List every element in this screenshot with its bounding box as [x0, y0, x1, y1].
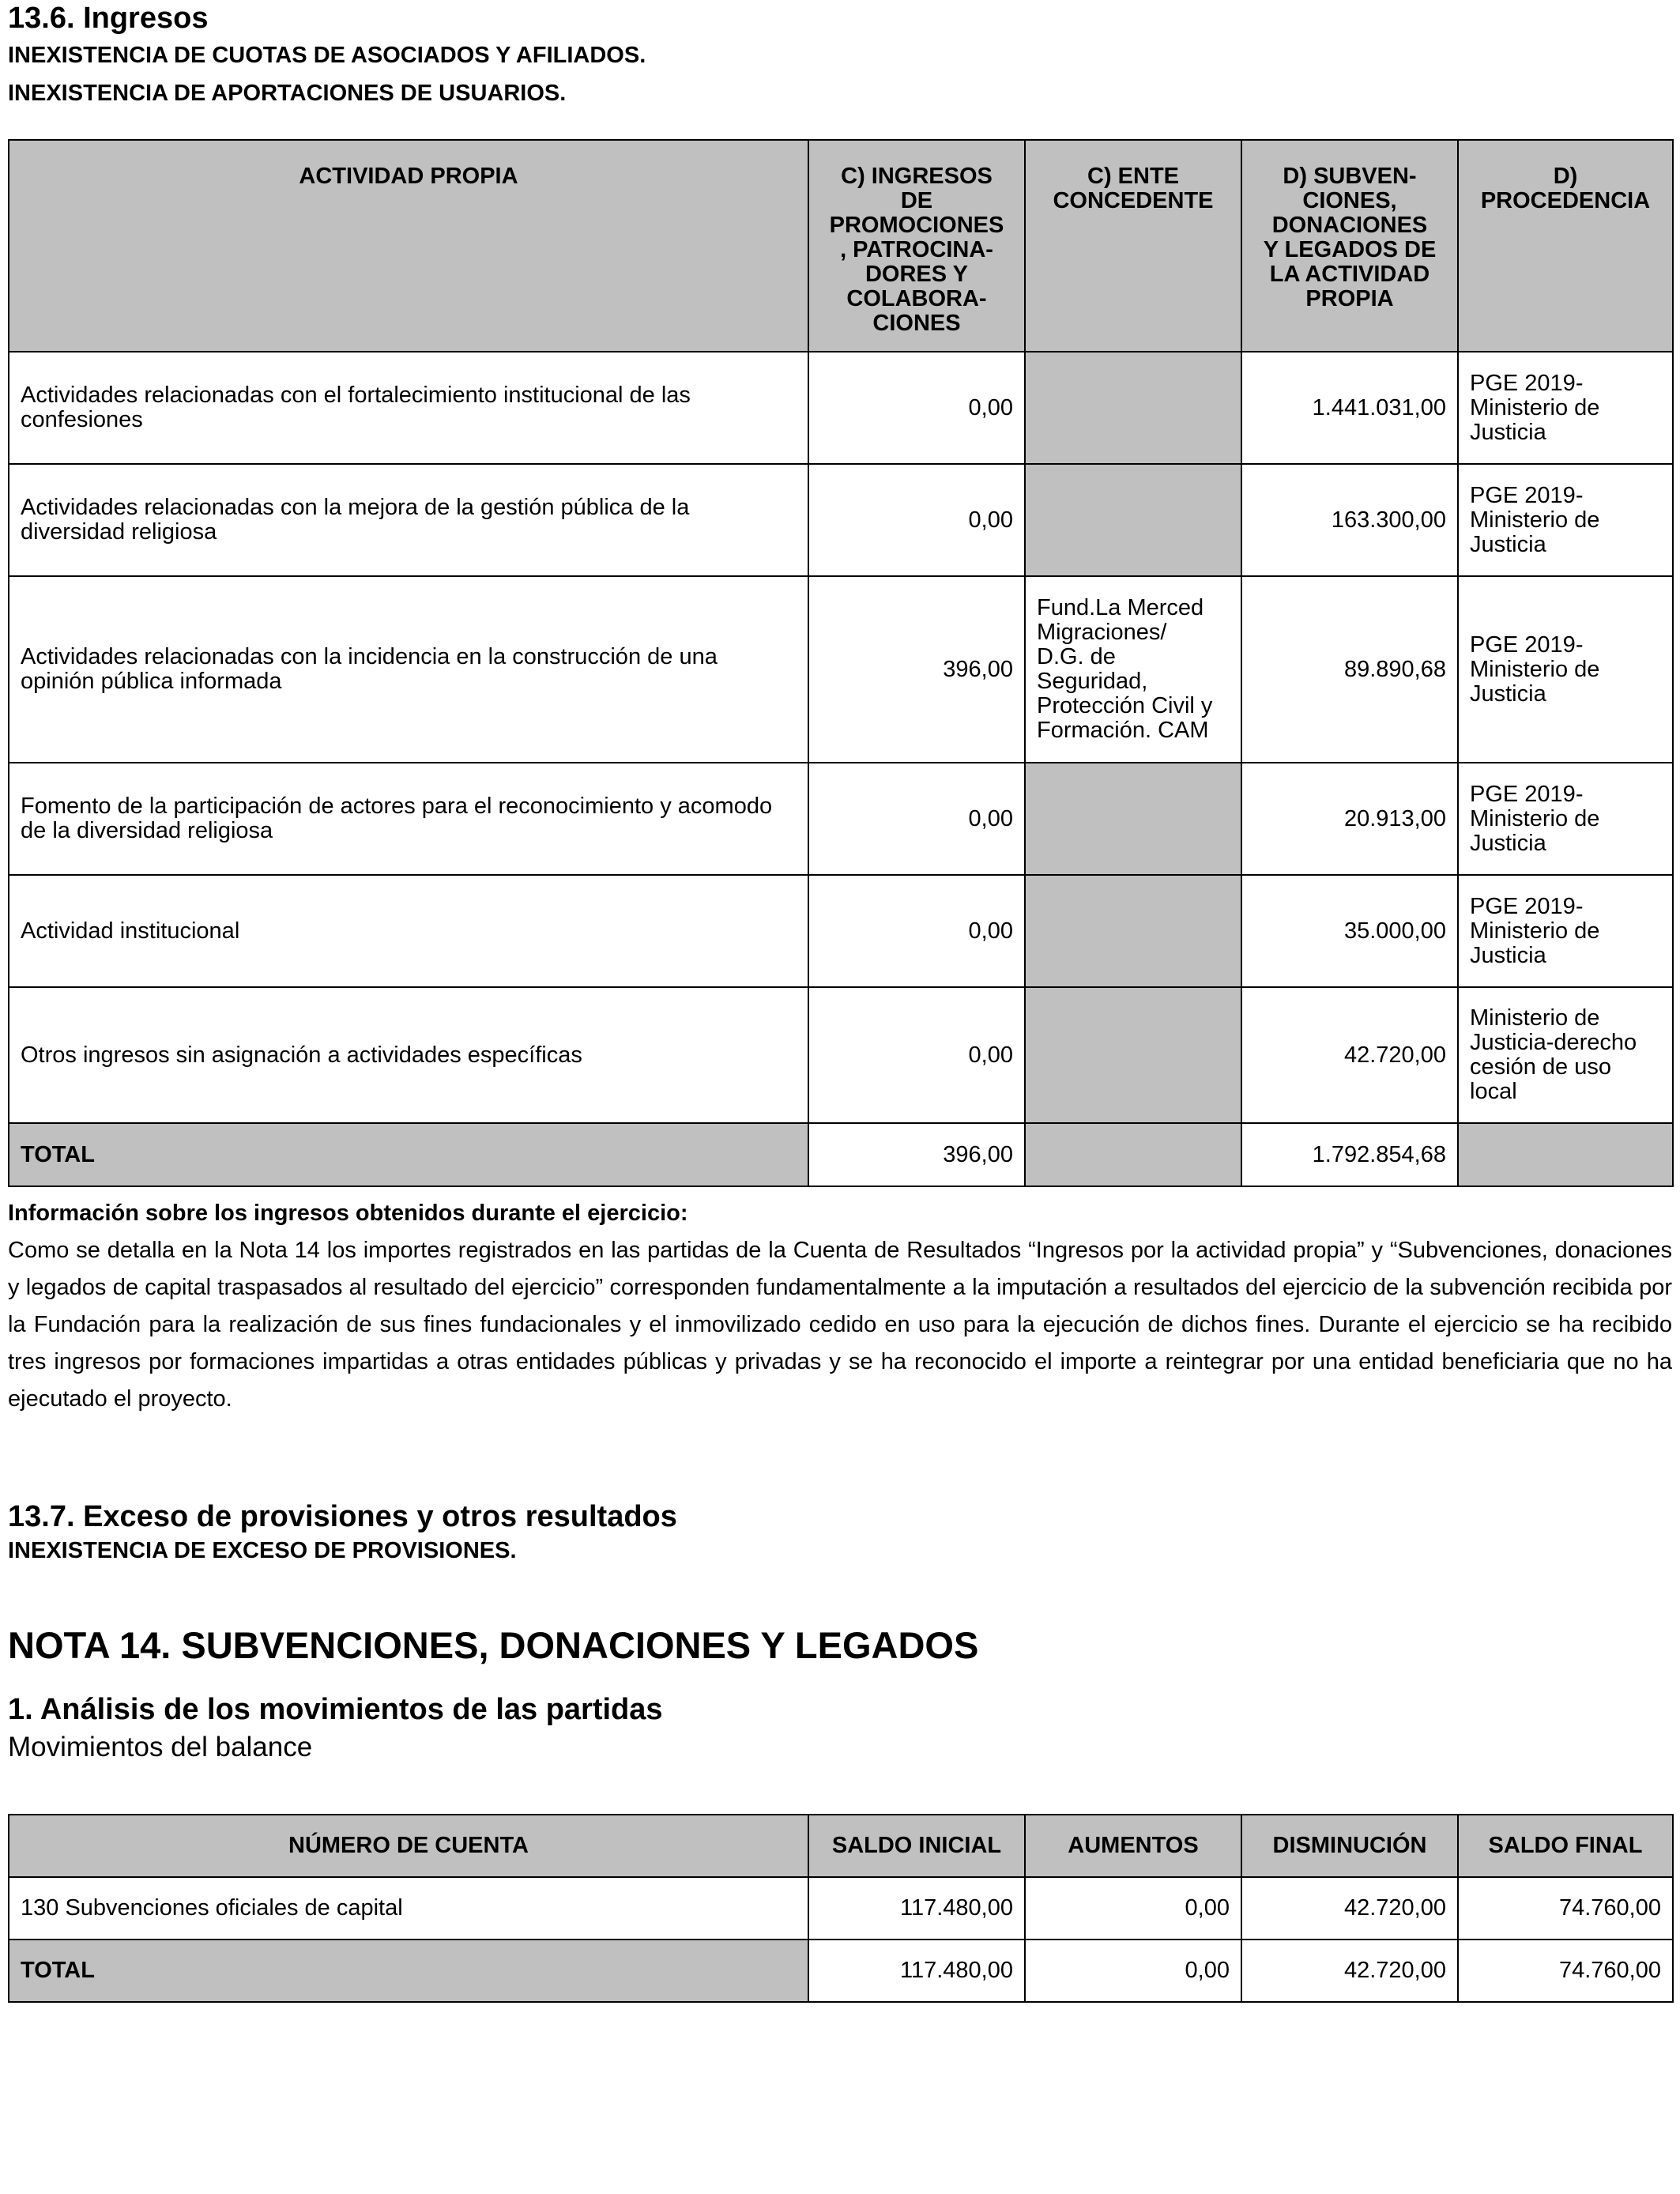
total-label: TOTAL: [9, 1123, 808, 1186]
section-title: 13.7. Exceso de provisiones y otros resultados: [8, 1500, 677, 1533]
column-header: ACTIVIDAD PROPIA: [9, 140, 808, 352]
table-row: [9, 464, 1673, 576]
cell-subvenciones: 42.720,00: [1241, 987, 1458, 1123]
nota-14: [8, 1623, 1672, 1767]
total-disminucion: 42.720,00: [1241, 1940, 1458, 2002]
info-title: Información sobre los ingresos obtenidos durante el ejercicio:: [8, 1201, 688, 1226]
nota-title: NOTA 14. SUBVENCIONES, DONACIONES Y LEGADOS: [8, 1624, 979, 1666]
column-header: C) INGRESOS DE PROMOCIONES , PATROCINA- DORES Y COLABORA- CIONES: [808, 140, 1025, 352]
cell-ente-empty: [1025, 1123, 1241, 1186]
table-row: [9, 352, 1673, 464]
column-header: D) SUBVEN- CIONES, DONACIONES Y LEGADOS DE LA ACTIVIDAD PROPIA: [1241, 140, 1458, 352]
cell-saldo-final: 74.760,00: [1458, 1877, 1673, 1940]
cell-ingresos: 0,00: [808, 987, 1025, 1123]
cell-procedencia: PGE 2019- Ministerio de Justicia: [1458, 576, 1673, 763]
column-header: D) PROCEDENCIA: [1458, 140, 1673, 352]
cell-ingresos: 0,00: [808, 464, 1025, 576]
cell-ente: Fund.La Merced Migraciones/ D.G. de Seguridad, Protección Civil y Formación. CAM: [1025, 576, 1241, 763]
info-block: [8, 1195, 1672, 1418]
info-paragraph: Como se detalla en la Nota 14 los importes registrados en las partidas de la Cuenta de Resultados “Ingresos por la actividad propia” y “Subvenciones, donaciones y legados de capital traspasados al resultado del ejercicio” corresponden fundamentalmente a la imputación a resultados del ejercicio de la subvención recibida por la Fundación para la realización de sus fines fundacionales y el inmovilizado cedido en uso para la ejecución de dichos fines. Durante el ejercicio se ha recibido tres ingresos por formaciones impartidas a otras entidades públicas y privadas y se ha reconocido el importe a reintegrar por una entidad beneficiaria que no ha ejecutado el proyecto.: [8, 1238, 1672, 1412]
table-row: [9, 875, 1673, 987]
column-header: NÚMERO DE CUENTA: [9, 1815, 808, 1877]
cell-actividad: Actividad institucional: [9, 875, 808, 987]
column-header: AUMENTOS: [1025, 1815, 1241, 1877]
section-13-7: [8, 1498, 1672, 1566]
total-ingresos: 396,00: [808, 1123, 1025, 1186]
table-header-row: [9, 140, 1673, 352]
cell-ente-empty: [1025, 875, 1241, 987]
column-header: SALDO FINAL: [1458, 1815, 1673, 1877]
cell-procedencia: PGE 2019- Ministerio de Justicia: [1458, 352, 1673, 464]
table-row: [9, 1877, 1673, 1940]
cell-subvenciones: 35.000,00: [1241, 875, 1458, 987]
column-header: SALDO INICIAL: [808, 1815, 1025, 1877]
cell-ente-empty: [1025, 987, 1241, 1123]
table-header-row: [9, 1815, 1673, 1877]
balance-table: [8, 1814, 1674, 2003]
cell-ingresos: 0,00: [808, 875, 1025, 987]
cell-ente-empty: [1025, 763, 1241, 875]
cell-ingresos: 0,00: [808, 352, 1025, 464]
notice-line: INEXISTENCIA DE EXCESO DE PROVISIONES.: [8, 1538, 517, 1563]
notice-line: INEXISTENCIA DE APORTACIONES DE USUARIOS.: [8, 81, 567, 106]
cell-actividad: Actividades relacionadas con el fortalecimiento institucional de las confesiones: [9, 352, 808, 464]
cell-ente-empty: [1025, 464, 1241, 576]
cell-saldo-inicial: 117.480,00: [808, 1877, 1025, 1940]
cell-subvenciones: 1.441.031,00: [1241, 352, 1458, 464]
cell-cuenta: 130 Subvenciones oficiales de capital: [9, 1877, 808, 1940]
cell-actividad: Fomento de la participación de actores para el reconocimiento y acomodo de la diversidad religiosa: [9, 763, 808, 875]
cell-actividad: Actividades relacionadas con la incidencia en la construcción de una opinión pública informada: [9, 576, 808, 763]
cell-procedencia: Ministerio de Justicia-derecho cesión de uso local: [1458, 987, 1673, 1123]
cell-actividad: Actividades relacionadas con la mejora de la gestión pública de la diversidad religiosa: [9, 464, 808, 576]
cell-disminucion: 42.720,00: [1241, 1877, 1458, 1940]
cell-procedencia-empty: [1458, 1123, 1673, 1186]
total-row: [9, 1940, 1673, 2002]
cell-ingresos: 396,00: [808, 576, 1025, 763]
total-aumentos: 0,00: [1025, 1940, 1241, 2002]
cell-procedencia: PGE 2019- Ministerio de Justicia: [1458, 875, 1673, 987]
table-row: [9, 576, 1673, 763]
cell-subvenciones: 89.890,68: [1241, 576, 1458, 763]
cell-procedencia: PGE 2019- Ministerio de Justicia: [1458, 763, 1673, 875]
ingresos-table: [8, 139, 1674, 1187]
subsection-caption: Movimientos del balance: [8, 1732, 313, 1762]
section-13-6: [8, 0, 1672, 112]
total-row: [9, 1123, 1673, 1186]
total-subvenciones: 1.792.854,68: [1241, 1123, 1458, 1186]
cell-subvenciones: 163.300,00: [1241, 464, 1458, 576]
total-label: TOTAL: [9, 1940, 808, 2002]
cell-aumentos: 0,00: [1025, 1877, 1241, 1940]
cell-subvenciones: 20.913,00: [1241, 763, 1458, 875]
cell-actividad: Otros ingresos sin asignación a actividades específicas: [9, 987, 808, 1123]
table-row: [9, 987, 1673, 1123]
cell-ingresos: 0,00: [808, 763, 1025, 875]
cell-procedencia: PGE 2019- Ministerio de Justicia: [1458, 464, 1673, 576]
total-saldo-final: 74.760,00: [1458, 1940, 1673, 2002]
table-row: [9, 763, 1673, 875]
column-header: C) ENTE CONCEDENTE: [1025, 140, 1241, 352]
total-saldo-inicial: 117.480,00: [808, 1940, 1025, 2002]
subsection-title: 1. Análisis de los movimientos de las partidas: [8, 1693, 663, 1726]
cell-ente-empty: [1025, 352, 1241, 464]
notice-line: INEXISTENCIA DE CUOTAS DE ASOCIADOS Y AFILIADOS.: [8, 43, 646, 68]
column-header: DISMINUCIÓN: [1241, 1815, 1458, 1877]
section-title: 13.6. Ingresos: [8, 2, 209, 35]
